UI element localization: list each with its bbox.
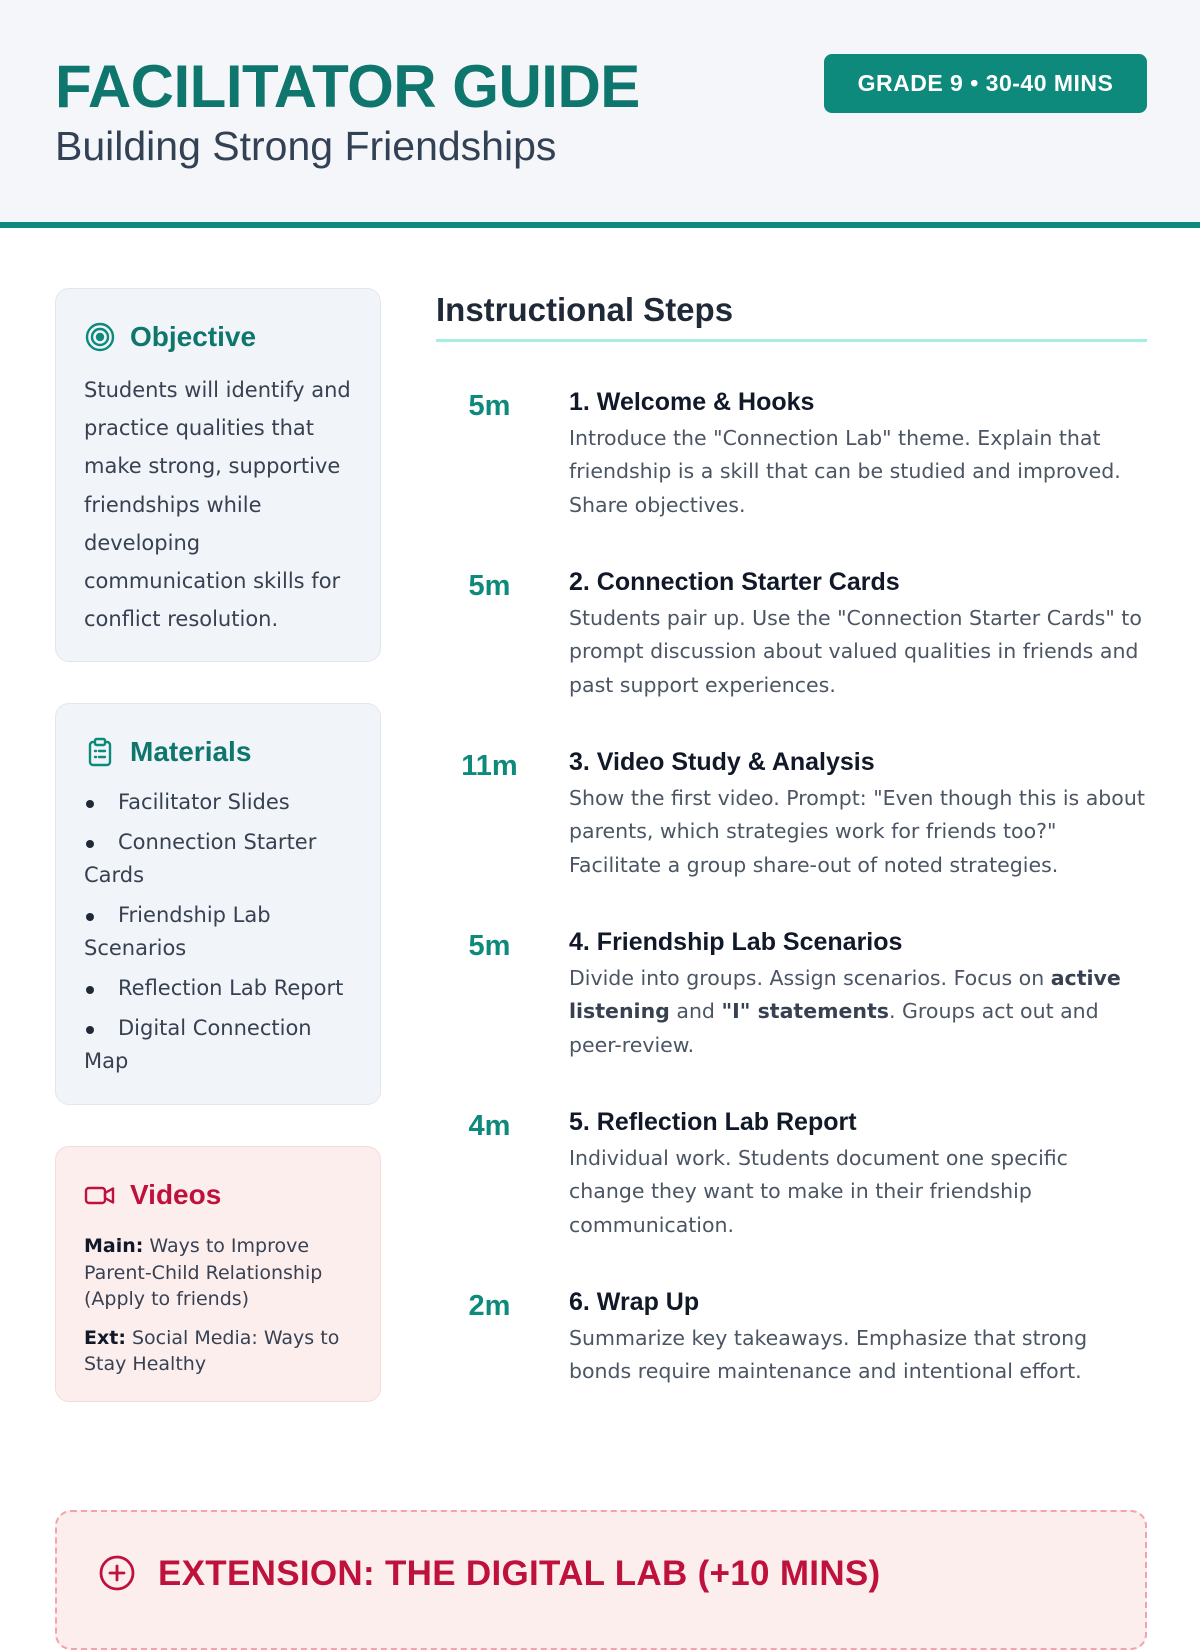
page-title: FACILITATOR GUIDE (55, 53, 640, 120)
step-body (569, 566, 1147, 702)
step-body (569, 1286, 1147, 1389)
emphasis-active-listening: active listening (569, 966, 1121, 1024)
video-item-extension[interactable] (84, 1325, 352, 1378)
step-description: Individual work. Students document one specific change they want to make in their friendship communication. (569, 1146, 1068, 1237)
video-label: Main: (84, 1235, 144, 1257)
step-duration: 5m (468, 930, 511, 962)
step-body (569, 386, 1147, 522)
steps-heading: Instructional Steps (436, 291, 734, 328)
step-body (569, 1106, 1147, 1242)
step-duration: 11m (461, 750, 518, 782)
steps-divider (436, 339, 1147, 342)
materials-list (84, 786, 352, 1078)
emphasis-i-statements: "I" statements (721, 999, 889, 1024)
step-title: 5. Reflection Lab Report (569, 1108, 857, 1136)
step-description-text: . Groups act out and peer-review. (569, 999, 1099, 1057)
step-title: 6. Wrap Up (569, 1288, 700, 1316)
step-title: 1. Welcome & Hooks (569, 388, 815, 416)
materials-title: Materials (130, 736, 252, 767)
materials-header (84, 732, 352, 772)
page-header (0, 0, 1200, 228)
clipboard-icon (84, 736, 116, 768)
plus-circle-icon (98, 1554, 136, 1592)
step-description (569, 962, 1147, 1062)
video-title: Social Media: Ways to Stay Healthy (84, 1326, 340, 1375)
step-description: Show the first video. Prompt: "Even though this is about parents, which strategies work for friends too?" Facilitate a group share-out of noted strategies. (569, 786, 1145, 877)
step-duration: 4m (468, 1110, 511, 1142)
target-icon (84, 321, 116, 353)
extension-box (55, 1510, 1147, 1650)
list-item: Digital Connection Map (84, 1012, 352, 1078)
video-title: Ways to Improve Parent-Child Relationship (Apply to friends) (84, 1235, 323, 1310)
objective-header (84, 317, 352, 357)
objective-title: Objective (130, 321, 257, 352)
video-item-main[interactable] (84, 1233, 352, 1313)
list-item: Connection Starter Cards (84, 826, 352, 892)
video-label: Ext: (84, 1326, 126, 1349)
step-duration: 2m (468, 1290, 511, 1322)
list-item: Friendship Lab Scenarios (84, 899, 352, 965)
step-description: Summarize key takeaways. Emphasize that strong bonds require maintenance and intentional effort. (569, 1326, 1088, 1384)
objective-text: Students will identify and practice qualities that make strong, supportive friendships while developing communication skills for conflict resolution. (84, 378, 351, 632)
videos-title: Videos (130, 1179, 222, 1210)
list-item: Facilitator Slides (84, 786, 352, 819)
step-body (569, 746, 1147, 882)
step-description: Students pair up. Use the "Connection Starter Cards" to prompt discussion about valued qualities in friends and past support experiences. (569, 606, 1142, 697)
objective-card (55, 288, 381, 662)
grade-duration-badge: GRADE 9 • 30-40 MINS (824, 54, 1147, 113)
step-description: Introduce the "Connection Lab" theme. Explain that friendship is a skill that can be studied and improved. Share objectives. (569, 426, 1121, 517)
videos-header (84, 1175, 352, 1215)
step-title: 2. Connection Starter Cards (569, 568, 900, 596)
step-body (569, 926, 1147, 1062)
step-title: 3. Video Study & Analysis (569, 748, 875, 776)
video-camera-icon (84, 1179, 116, 1211)
page-subtitle: Building Strong Friendships (55, 123, 557, 169)
step-description-text: and (669, 999, 722, 1024)
step-description-text: Divide into groups. Assign scenarios. Focus on (569, 966, 1051, 990)
list-item: Reflection Lab Report (84, 972, 352, 1005)
materials-card (55, 703, 381, 1105)
step-duration: 5m (468, 390, 511, 422)
videos-card (55, 1146, 381, 1402)
step-duration: 5m (468, 570, 511, 602)
extension-title: EXTENSION: THE DIGITAL LAB (+10 MINS) (158, 1554, 881, 1593)
step-title: 4. Friendship Lab Scenarios (569, 928, 903, 956)
